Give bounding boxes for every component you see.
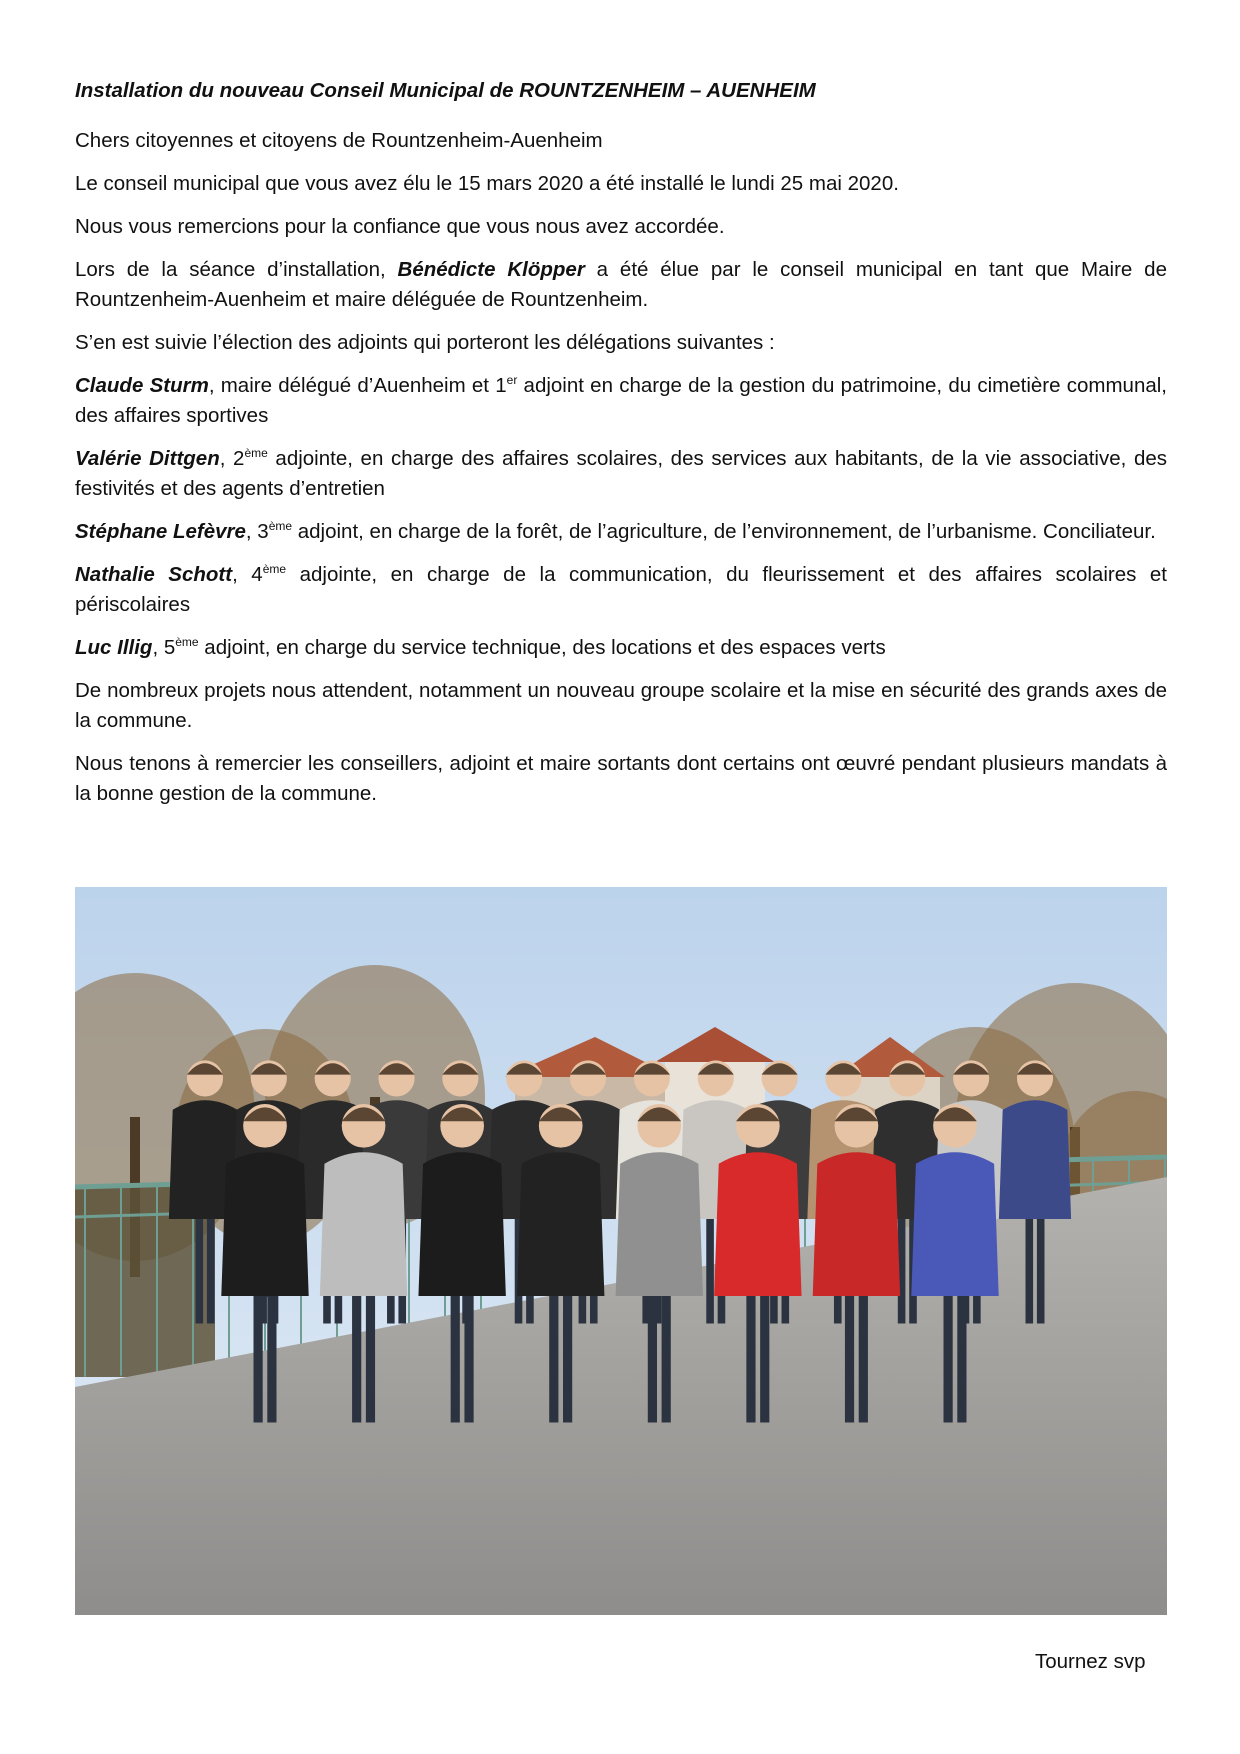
adjoint-rank-suffix: ème (268, 519, 293, 533)
mayor-name: Bénédicte Klöpper (397, 258, 585, 281)
footer-note: Tournez svp (1035, 1650, 1146, 1673)
adjoint-rank-suffix: ème (244, 446, 268, 460)
adjoint-delegation: adjoint, en charge de la forêt, de l’agriculture, de l’environnement, de l’urbanisme. Conciliateur. (292, 520, 1156, 543)
mayor-details: a été élue par le conseil municipal en tant que Maire de Rountzenheim-Auenheim et maire déléguée de Rountzenheim. (75, 258, 1167, 311)
adjoint-name: Stéphane Lefèvre (75, 520, 246, 543)
adjoint-delegation: adjointe, en charge de la communication, du fleurissement et des affaires scolaires et périscolaires (75, 563, 1167, 616)
adjoint-name: Claude Sturm (75, 374, 209, 397)
paragraph-mayor (75, 255, 1167, 315)
adjoint-entry (75, 633, 1167, 663)
paragraph-projects: De nombreux projets nous attendent, notamment un nouveau groupe scolaire et la mise en sécurité des grands axes de la commune. (75, 679, 1167, 732)
adjoint-name: Luc Illig (75, 636, 153, 659)
adjoint-rank: , 3 (245, 520, 269, 543)
adjoint-name: Valérie Dittgen (75, 447, 220, 470)
adjoint-rank: , 4 (232, 563, 263, 586)
adjoint-rank: , 2 (219, 447, 245, 470)
mayor-intro: Lors de la séance d’installation, (75, 258, 398, 281)
adjoint-rank: , maire délégué d’Auenheim et 1 (208, 374, 507, 397)
adjoint-rank: , 5 (152, 636, 176, 659)
adjoint-delegation: adjoint, en charge du service technique, des locations et des espaces verts (198, 636, 886, 659)
adjoint-entry (75, 371, 1167, 431)
adjoint-rank-suffix: ème (262, 562, 287, 576)
council-group-photo (75, 887, 1167, 1615)
group-photo-illustration (75, 887, 1167, 1615)
paragraph-election-date: Le conseil municipal que vous avez élu le 15 mars 2020 a été installé le lundi 25 mai 2020. (75, 172, 899, 195)
adjoint-entry (75, 517, 1167, 547)
adjoint-delegation: adjoint en charge de la gestion du patrimoine, du cimetière communal, des affaires sportives (75, 374, 1167, 427)
adjoint-rank-suffix: ème (175, 635, 199, 649)
document-title: Installation du nouveau Conseil Municipal de ROUNTZENHEIM – AUENHEIM (75, 79, 816, 102)
adjoint-rank-suffix: er (506, 373, 518, 387)
adjoint-delegation: adjointe, en charge des affaires scolaires, des services aux habitants, de la vie associative, des festivités et des agents d’entretien (75, 447, 1167, 500)
adjoint-entry (75, 444, 1167, 504)
paragraph-thanks: Nous vous remercions pour la confiance que vous nous avez accordée. (75, 215, 725, 238)
adjoint-name: Nathalie Schott (75, 563, 233, 586)
greeting: Chers citoyennes et citoyens de Rountzenheim-Auenheim (75, 129, 603, 152)
paragraph-outgoing-council: Nous tenons à remercier les conseillers, adjoint et maire sortants dont certains ont œuvré pendant plusieurs mandats à la bonne gestion de la commune. (75, 752, 1167, 805)
text-column (75, 76, 1167, 822)
adjoint-entry (75, 560, 1167, 620)
paragraph-adjoints-intro: S’en est suivie l’élection des adjoints qui porteront les délégations suivantes : (75, 331, 775, 354)
